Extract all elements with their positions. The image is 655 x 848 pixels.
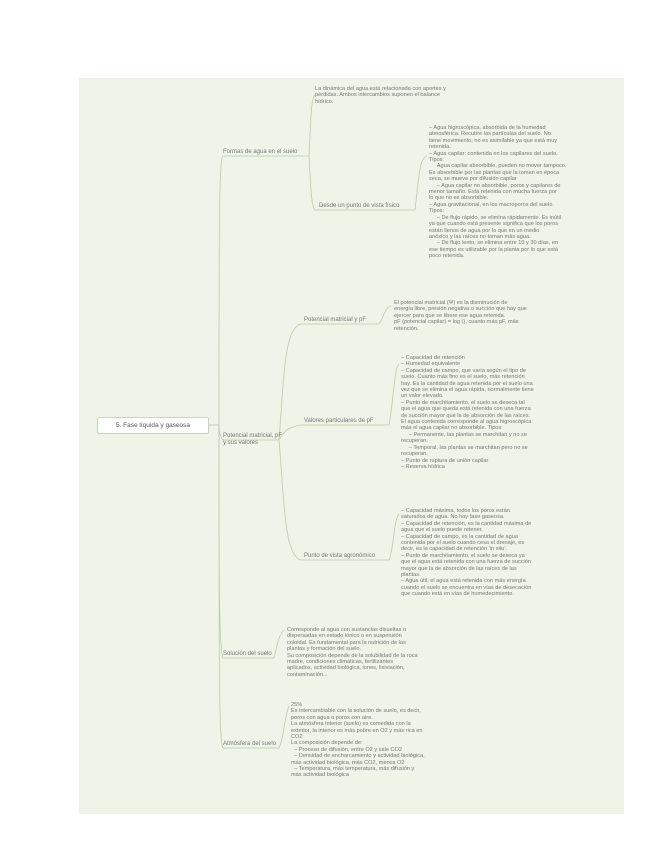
node-valores-pf: – Capacidad de retención – Humedad equivalente – Capacidad de campo, que varía según el tipo de suelo. Cuanto más fino es el suelo, más retención hay. Es la cantidad de agua retenida por el suelo una vez que se elimina el agua rápida, normalmente tiene un valor elevado. – Punto de marchitamiento, el suelo se deseca tal que el agua que queda está retenida con una fuerza de succión mayor que la de absorción de las raíces. El agua contenida corresponde al agua higroscópica más el agua capilar no absorbible. Tipos: – Permanente, las plantas se marchitan y no se recuperan. – Temporal, las plantas se marchitan pero no se recuperan. – Punto de ruptura de unión capilar – Reserva hídrica bbox=[401, 355, 534, 470]
node-agua-higroscopica: – Agua higroscópica, absorbida de la humedad atmosférica. Recubre las partículas del suelo. No tiene movimiento, no es asimilable ya que está muy retenida. – Agua capilar: contenida en los capilares del suelo. Tipos: Agua capilar absorbible, pueden no mover tampoco. Es absorbible por las plantas que la toman en época seca, se mueve por difusión capilar – Agua capilar no absorbible, poros y capilares de menor tamaño. Está retenida con mucha fuerza por lo que no es absorbible. – Agua gravitacional, en los macroporos del suelo. Tipos: – De flujo rápido, se elimina rápidamente. Es inútil ya que cuando está presente significa que los poros están llenos de agua por lo que en un medio anóxico y las raíces no toman más agua. – De flujo lento, se elimina entre 10 y 30 días, en ese tiempo es utilizable por la planta por lo que está poco retenida. bbox=[429, 125, 567, 260]
connector-b2c1-text bbox=[379, 306, 391, 324]
connector-b4-text bbox=[279, 706, 289, 748]
node-punto-agronomico: – Capacidad máxima, todos los poros están saturados de agua. No hay fase gaseosa. – Capacidad de retención, es la cantidad máxima de agua que el suelo puede retener. – Capacidad de campo, es la cantidad de agua contenida por el suelo cuando cesa el drenaje, es decir, es la capacidad de retención 'in situ'. – Punto de marchitamiento, el suelo se deseca ya que el agua está retenida con una fuerza de succión mayor que la de absorción de las raíces de las plantas. – Agua útil, el agua está retenida con más energía cuando el suelo se encuentra en vías de desecación que cuando está en vías de humedecimiento. bbox=[401, 508, 532, 598]
node-atmosfera-suelo: 25% Es intercambiable con la solución de suelo, es decir, poros con agua o poros con aire. La atmósfera interior (suelo) es comedida con la exterior, la interior es más pobre en O2 y más rica en CO2 La composición depende de: – Proceso de difusión, entre O2 y sale CO2 – Densidad de encharcamiento y actividad biológica, más actividad biológica, más CO2, menos O2 – Temperatura, más temperatura, más difusión y más actividad biológica bbox=[291, 702, 425, 779]
connector-b2-c1 bbox=[279, 324, 301, 440]
branch-valores-pf[interactable]: Valores particulares de pF bbox=[304, 418, 374, 424]
branch-potencial-matricial[interactable]: Potencial matricial, pF y sus valores bbox=[223, 433, 283, 446]
branch-solucion-suelo[interactable]: Solución del suelo bbox=[223, 651, 272, 657]
mind-map-canvas bbox=[79, 78, 624, 814]
connector-b2-c3 bbox=[279, 440, 301, 560]
connector-b2c2-text bbox=[389, 364, 399, 425]
branch-punto-agronomico[interactable]: Punto de vista agronómico bbox=[304, 553, 376, 559]
connector-branch-1 bbox=[219, 156, 223, 425]
node-potencial-definicion: El potencial matricial (Ψ) es la disminución de energía libre, presión negativa o succión que hay que ejercer para que se libere ese agua retenida. pF (potencial capilar) = log (), cuanto más pF, más retención. bbox=[394, 300, 527, 332]
connector-b1c2-text bbox=[415, 156, 427, 210]
branch-atmosfera-suelo[interactable]: Atmósfera del suelo bbox=[223, 741, 277, 747]
branch-punto-vista-fisico[interactable]: Desde un punto de vista físico bbox=[319, 203, 400, 209]
connector-b2c3-text bbox=[389, 514, 399, 560]
branch-formas-agua[interactable]: Formas de agua en el suelo bbox=[223, 149, 298, 155]
connector-b3-text bbox=[274, 630, 284, 658]
connector-b2-c2 bbox=[279, 425, 301, 440]
node-solucion-suelo: Corresponde al agua con sustancias disueltas o dispersadas en estado iónico o en suspensión coloidal. Es fundamental para la nutrición de las plantas y formación del suelo. Su composición depende de la solubilidad de la roca madre, condiciones climáticas, fertilizantes aplicados, actividad biológica, iones, lixiviación, contaminación... bbox=[287, 627, 418, 678]
node-dinamica-agua: La dinámica del agua está relacionada con aportes y pérdidas. Ambos intercambios suponen el balance hídrico. bbox=[315, 86, 446, 105]
connector-b1-c2 bbox=[309, 156, 315, 210]
branch-potencial-matricial-pf[interactable]: Potencial matricial y pF bbox=[304, 317, 367, 323]
root-node[interactable]: 5. Fase líquida y gaseosa bbox=[97, 417, 209, 434]
